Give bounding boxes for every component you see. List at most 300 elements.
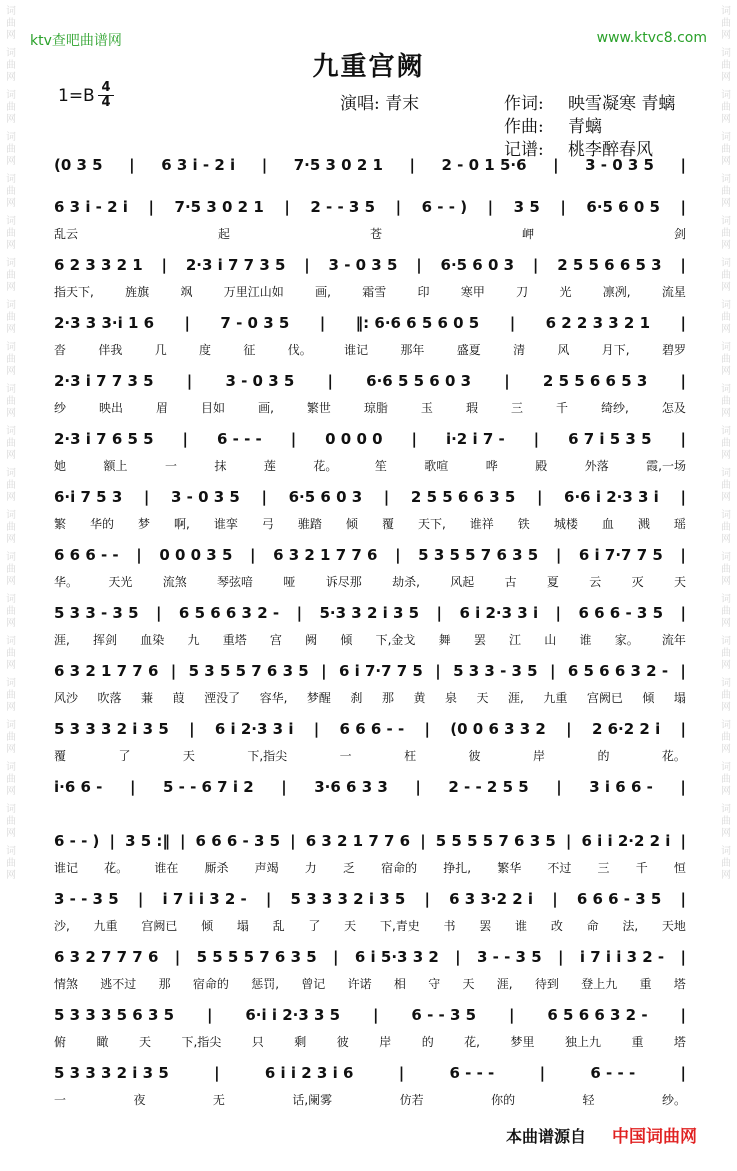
- watermark-glyph: 网: [6, 240, 16, 251]
- measure: 6 2 3 3 2 1: [54, 256, 143, 274]
- lyric-word: 登上九: [581, 977, 618, 991]
- lyric-word: 力: [304, 861, 317, 875]
- lyric-word: 的: [421, 1035, 434, 1049]
- lyric-word: 旌旗: [125, 285, 150, 299]
- lyric-word: 殿: [535, 459, 548, 473]
- lyric-word: 纱。: [661, 1093, 686, 1107]
- watermark-glyph: 曲: [6, 858, 16, 869]
- measure: 5 3 3 3 5 6 3 5: [54, 1006, 175, 1024]
- note-line: [54, 942, 686, 972]
- site-label-right[interactable]: www.ktvc8.com: [596, 30, 707, 46]
- measure: 6 i 7·7 7 5: [338, 662, 423, 680]
- watermark-glyph: 词: [6, 342, 16, 353]
- lyric-word: 倾: [340, 633, 353, 647]
- score-row: [54, 250, 686, 308]
- watermark-glyph: 曲: [721, 564, 731, 575]
- watermark-glyph: 网: [721, 324, 731, 335]
- bar-separator: |: [420, 832, 426, 850]
- composer-value: 青螭: [568, 117, 602, 137]
- lyric-word: 花。: [104, 861, 129, 875]
- lyric-word: 倾: [201, 919, 214, 933]
- lyric-line: [54, 916, 686, 936]
- lyric-word: 彼: [336, 1035, 349, 1049]
- lyric-word: 华的: [90, 517, 115, 531]
- measure: 6 i 5·3 3 2: [354, 948, 439, 966]
- measure: 6 5 6 6 3 2 -: [567, 662, 669, 680]
- lyric-word: 沓: [54, 343, 67, 357]
- lyric-word: 指天下,: [54, 285, 94, 299]
- bar-separator: |: [680, 430, 686, 448]
- bar-separator: |: [398, 1064, 405, 1082]
- lyric-word: 天下,: [417, 517, 446, 531]
- measure: 5·3 3 2 i 3 5: [319, 604, 420, 622]
- lyric-line: [54, 1032, 686, 1052]
- lyric-word: 繁世: [306, 401, 331, 415]
- measure: 3 5: [513, 198, 540, 216]
- lyric-word: 风起: [450, 575, 475, 589]
- lyric-word: 谁记: [344, 343, 369, 357]
- note-line: [54, 1000, 686, 1030]
- note-line: [54, 656, 686, 686]
- watermark-glyph: 曲: [721, 690, 731, 701]
- bar-separator: |: [566, 720, 572, 738]
- watermark-glyph: 网: [6, 114, 16, 125]
- watermark-glyph: 曲: [721, 816, 731, 827]
- measure: 6 3 3·2 2 i: [449, 890, 534, 908]
- meter-top: 4: [101, 80, 111, 95]
- note-line: [54, 366, 686, 396]
- lyric-word: 改: [550, 919, 563, 933]
- measure: 2·3 i 7 7 3 5: [185, 256, 286, 274]
- watermark-glyph: 词: [6, 90, 16, 101]
- watermark-glyph: 曲: [721, 606, 731, 617]
- lyric-word: 九重: [543, 691, 568, 705]
- measure: 2 5 5 6 6 5 3: [557, 256, 662, 274]
- watermark-glyph: 曲: [721, 438, 731, 449]
- lyric-word: 夜: [133, 1093, 146, 1107]
- lyric-word: 九: [187, 633, 200, 647]
- measure: 6 6 6 - -: [54, 546, 119, 564]
- measure: 2 - 0 1 5·6: [441, 156, 527, 174]
- watermark-glyph: 词: [721, 300, 731, 311]
- lyric-word: 歌喧: [424, 459, 449, 473]
- source-label: 本曲谱源自: [506, 1127, 587, 1146]
- lyric-word: 万里江山如: [223, 285, 284, 299]
- composer-label: 作曲:: [504, 117, 544, 137]
- lyric-word: 千: [635, 861, 648, 875]
- lyric-word: 倾: [642, 691, 655, 705]
- watermark-glyph: 曲: [721, 648, 731, 659]
- bar-separator: |: [313, 720, 320, 738]
- lyric-word: 只: [251, 1035, 264, 1049]
- source-name[interactable]: 中国词曲网: [612, 1127, 697, 1147]
- lyric-word: 塌: [236, 919, 249, 933]
- lyric-word: 弓: [261, 517, 274, 531]
- note-line: [54, 772, 686, 802]
- bar-separator: |: [327, 372, 333, 390]
- lyric-word: 话,阑雾: [292, 1093, 333, 1107]
- lyric-word: 风沙: [54, 691, 79, 705]
- watermark-glyph: 词: [6, 594, 16, 605]
- note-line: [54, 250, 686, 280]
- bar-separator: |: [319, 314, 326, 332]
- bar-separator: |: [290, 430, 297, 448]
- measure: 3 5 :‖: [125, 832, 170, 850]
- bar-separator: |: [182, 430, 189, 448]
- lyric-word: 花,: [464, 1035, 480, 1049]
- bar-separator: |: [333, 948, 339, 966]
- lyric-word: 法,: [622, 919, 639, 933]
- note-line: [54, 598, 686, 628]
- lyric-word: 谁: [579, 633, 592, 647]
- watermark-glyph: 网: [6, 660, 16, 671]
- lyric-word: 的: [597, 749, 610, 763]
- watermark-glyph: 网: [721, 870, 731, 881]
- bar-separator: |: [680, 890, 686, 908]
- bar-separator: |: [680, 778, 686, 796]
- measure: 5 5 5 5 7 6 3 5: [196, 948, 317, 966]
- bar-separator: |: [680, 198, 686, 216]
- watermark-glyph: 网: [6, 492, 16, 503]
- lyric-word: 瞰: [96, 1035, 109, 1049]
- lyric-word: 恒: [673, 861, 686, 875]
- note-line: [54, 1058, 686, 1088]
- lyric-word: 独上九: [564, 1035, 601, 1049]
- watermark-glyph: 网: [6, 744, 16, 755]
- watermark-glyph: 网: [721, 408, 731, 419]
- watermark-glyph: 网: [721, 72, 731, 83]
- measure: 5 3 3 3 2 i 3 5: [54, 720, 169, 738]
- lyric-word: 岬: [521, 227, 534, 241]
- measure: i 7 i i 3 2 -: [579, 948, 665, 966]
- bar-separator: |: [290, 832, 296, 850]
- score-row: [54, 826, 686, 884]
- lyric-word: 玉: [420, 401, 433, 415]
- lyric-word: 乏: [342, 861, 355, 875]
- lyric-word: 许诺: [347, 977, 372, 991]
- lyric-word: 笙: [374, 459, 387, 473]
- lyric-word: 风: [557, 343, 570, 357]
- lyric-word: 谁: [515, 919, 528, 933]
- score-row: [54, 424, 686, 482]
- lyric-word: 蒹: [141, 691, 154, 705]
- lyric-line: [54, 282, 686, 302]
- bar-separator: |: [680, 720, 686, 738]
- note-line: [54, 482, 686, 512]
- bar-separator: |: [184, 314, 190, 332]
- watermark-glyph: 曲: [721, 102, 731, 113]
- watermark-glyph: 词: [721, 804, 731, 815]
- bar-separator: |: [189, 720, 195, 738]
- bar-separator: |: [137, 890, 144, 908]
- measure: 3 - 0 3 5: [328, 256, 398, 274]
- watermark-glyph: 曲: [6, 270, 16, 281]
- lyric-word: 宿命的: [192, 977, 229, 991]
- watermark-glyph: 曲: [6, 690, 16, 701]
- measure: 2 5 5 6 6 5 3: [542, 372, 648, 390]
- measure: 2 - - 3 5: [310, 198, 376, 216]
- measure: 3 - 0 3 5: [585, 156, 654, 174]
- watermark-glyph: 网: [6, 366, 16, 377]
- lyric-word: 诉尽那: [325, 575, 362, 589]
- lyric-word: 度: [199, 343, 212, 357]
- lyric-word: 印: [417, 285, 430, 299]
- lyric-word: 纱: [54, 401, 67, 415]
- lyric-word: 流年: [661, 633, 686, 647]
- lyric-line: [54, 804, 686, 824]
- bar-separator: |: [680, 662, 686, 680]
- lyric-word: 俯: [54, 1035, 67, 1049]
- score-row: [54, 714, 686, 772]
- bar-separator: |: [556, 778, 562, 796]
- note-line: [54, 540, 686, 570]
- lyric-word: 光: [559, 285, 572, 299]
- lyric-word: 月下,: [601, 343, 630, 357]
- lyric-word: 待到: [534, 977, 559, 991]
- lyric-word: 流煞: [162, 575, 187, 589]
- lyric-word: 容华,: [259, 691, 288, 705]
- bar-separator: |: [680, 1006, 686, 1024]
- measure: 6·i 7 5 3: [54, 488, 123, 506]
- watermark-glyph: 网: [6, 534, 16, 545]
- measure: 7·5 3 0 2 1: [293, 156, 383, 174]
- lyric-word: 霞,一场: [646, 459, 686, 473]
- lyric-word: 一: [339, 749, 352, 763]
- meter-bottom: 4: [101, 95, 111, 110]
- lyric-word: 眉: [156, 401, 169, 415]
- lyric-word: 岸: [379, 1035, 392, 1049]
- lyric-word: 夏: [546, 575, 559, 589]
- bar-separator: |: [539, 1064, 546, 1082]
- watermark-glyph: 曲: [721, 60, 731, 71]
- lyric-word: 古: [504, 575, 517, 589]
- lyric-word: 天光: [108, 575, 133, 589]
- watermark-glyph: 网: [721, 366, 731, 377]
- lyric-word: 枉: [404, 749, 417, 763]
- measure: 5 3 3 - 3 5: [453, 662, 538, 680]
- bar-separator: |: [416, 256, 422, 274]
- measure: 6 5 6 6 3 2 -: [547, 1006, 648, 1024]
- lyric-word: 抹: [214, 459, 227, 473]
- lyric-line: [54, 858, 686, 878]
- watermark-glyph: 网: [721, 786, 731, 797]
- bar-separator: |: [553, 156, 559, 174]
- watermark-glyph: 网: [6, 408, 16, 419]
- measure: 6 i i 2 3 i 6: [264, 1064, 354, 1082]
- measure: i 7 i i 3 2 -: [162, 890, 247, 908]
- lyric-word: 瑶: [673, 517, 686, 531]
- bar-separator: |: [680, 604, 686, 622]
- measure: 2·3 i 7 6 5 5: [54, 430, 154, 448]
- lyric-word: 谁在: [154, 861, 179, 875]
- note-line: [54, 150, 686, 180]
- lyric-word: 谁挛: [213, 517, 238, 531]
- lyric-word: 覆: [381, 517, 394, 531]
- lyric-word: 梦: [138, 517, 151, 531]
- note-line: [54, 714, 686, 744]
- measure: 6 - - -: [216, 430, 262, 448]
- lyric-word: 塔: [673, 977, 686, 991]
- measure: 6 - - -: [590, 1064, 636, 1082]
- measure: 6 i 7·7 7 5: [578, 546, 663, 564]
- lyric-word: 瑕: [465, 401, 478, 415]
- watermark-glyph: 曲: [721, 270, 731, 281]
- note-line: [54, 308, 686, 338]
- watermark-glyph: 词: [6, 552, 16, 563]
- lyric-line: [54, 688, 686, 708]
- watermark-glyph: 曲: [721, 774, 731, 785]
- measure: 6 6 6 - 3 5: [576, 890, 662, 908]
- bar-separator: |: [680, 256, 686, 274]
- watermark-glyph: 词: [6, 636, 16, 647]
- lyric-word: 湮没了: [204, 691, 241, 705]
- watermark-glyph: 曲: [6, 228, 16, 239]
- lyric-word: 下,指尖: [181, 1035, 222, 1049]
- lyric-word: 相: [393, 977, 406, 991]
- watermark-glyph: 网: [721, 282, 731, 293]
- score-row: [54, 1058, 686, 1116]
- watermark-glyph: 网: [6, 702, 16, 713]
- watermark-glyph: 曲: [6, 774, 16, 785]
- lyric-word: 曾记: [301, 977, 326, 991]
- measure: 7·5 3 0 2 1: [174, 198, 264, 216]
- bar-separator: |: [415, 778, 421, 796]
- lyric-word: 剩: [294, 1035, 307, 1049]
- site-label-left[interactable]: ktv查吧曲谱网: [30, 33, 122, 49]
- lyric-word: 吹落: [97, 691, 122, 705]
- measure: 5 3 5 5 7 6 3 5: [188, 662, 309, 680]
- lyric-word: 梦醒: [306, 691, 331, 705]
- score-row: [54, 308, 686, 366]
- bar-separator: |: [560, 198, 566, 216]
- lyric-word: 不过: [547, 861, 572, 875]
- singer-credit: 演唱: 青末: [340, 94, 420, 114]
- lyric-word: 乱: [272, 919, 285, 933]
- bar-separator: |: [680, 156, 686, 174]
- bar-separator: |: [161, 256, 168, 274]
- note-line: [54, 192, 686, 222]
- watermark-glyph: 网: [721, 240, 731, 251]
- watermark-glyph: 曲: [721, 522, 731, 533]
- lyric-word: 天: [138, 1035, 151, 1049]
- measure: (0 3 5: [54, 156, 103, 174]
- lyric-word: 铁: [517, 517, 530, 531]
- bar-separator: |: [170, 662, 177, 680]
- lyric-line: [54, 224, 686, 244]
- bar-separator: |: [261, 488, 267, 506]
- lyric-word: 画,: [258, 401, 274, 415]
- watermark-glyph: 词: [6, 6, 16, 17]
- watermark-glyph: 网: [6, 576, 16, 587]
- bar-separator: |: [143, 488, 150, 506]
- lyric-word: 城楼: [553, 517, 578, 531]
- watermark-glyph: 曲: [6, 144, 16, 155]
- measure: 6·6 5 5 6 0 3: [366, 372, 472, 390]
- measure: 6 6 6 - 3 5: [578, 604, 664, 622]
- lyric-word: 霜雪: [362, 285, 387, 299]
- time-signature: [98, 81, 114, 110]
- watermark-glyph: 词: [721, 762, 731, 773]
- watermark-glyph: 网: [6, 324, 16, 335]
- bar-separator: |: [533, 430, 540, 448]
- measure: 6 5 6 6 3 2 -: [178, 604, 280, 622]
- bar-separator: |: [558, 948, 564, 966]
- measure: 2 6·2 2 i: [591, 720, 661, 738]
- lyric-word: 黄: [413, 691, 426, 705]
- measure: 3·6 6 3 3: [314, 778, 388, 796]
- watermark-glyph: 词: [6, 846, 16, 857]
- lyric-word: 倾: [345, 517, 358, 531]
- lyric-word: 盛夏: [456, 343, 481, 357]
- bar-separator: |: [304, 256, 310, 274]
- watermark-glyph: 词: [721, 216, 731, 227]
- measure: 2·3 3 3·i 1 6: [54, 314, 155, 332]
- lyric-word: 绮纱,: [600, 401, 629, 415]
- watermark-glyph: 词: [6, 174, 16, 185]
- lyric-word: 外落: [584, 459, 609, 473]
- lyric-line: [54, 746, 686, 766]
- watermark-glyph: 网: [721, 828, 731, 839]
- lyric-word: 血染: [140, 633, 165, 647]
- bar-separator: |: [680, 948, 686, 966]
- watermark-glyph: 曲: [6, 522, 16, 533]
- lyric-word: 山: [544, 633, 557, 647]
- lyric-word: 剑: [673, 227, 686, 241]
- lyric-word: 刀: [516, 285, 529, 299]
- measure: 5 5 5 5 7 6 3 5: [435, 832, 556, 850]
- bar-separator: |: [129, 778, 136, 796]
- lyric-word: 天: [673, 575, 686, 589]
- measure: 6 i i 2·2 2 i: [581, 832, 671, 850]
- watermark-glyph: 曲: [721, 186, 731, 197]
- lyric-word: 下,指尖: [247, 749, 288, 763]
- lyric-word: 宫阙已: [141, 919, 178, 933]
- watermark-glyph: 曲: [6, 732, 16, 743]
- watermark-glyph: 网: [721, 450, 731, 461]
- bar-separator: |: [532, 256, 539, 274]
- lyric-word: 啊,: [174, 517, 190, 531]
- watermark-glyph: 曲: [721, 228, 731, 239]
- bar-separator: |: [680, 314, 686, 332]
- watermark-glyph: 曲: [721, 858, 731, 869]
- lyric-line: [54, 974, 686, 994]
- lyric-word: 繁华: [497, 861, 522, 875]
- transcriber-value: 桃李醉春风: [568, 140, 653, 160]
- watermark-glyph: 网: [721, 702, 731, 713]
- watermark-glyph: 曲: [721, 480, 731, 491]
- watermark-glyph: 词: [6, 804, 16, 815]
- bar-separator: |: [509, 314, 516, 332]
- bar-separator: |: [435, 662, 441, 680]
- watermark-glyph: 曲: [6, 438, 16, 449]
- lyric-word: 江: [509, 633, 522, 647]
- lyric-word: 惩罚,: [251, 977, 280, 991]
- bar-separator: |: [555, 604, 562, 622]
- watermark-glyph: 曲: [6, 186, 16, 197]
- lyric-word: 哑: [283, 575, 296, 589]
- lyric-line: [54, 340, 686, 360]
- score-row: [54, 540, 686, 598]
- watermark-glyph: 词: [6, 132, 16, 143]
- watermark-glyph: 网: [6, 72, 16, 83]
- lyric-word: 劫杀,: [392, 575, 420, 589]
- watermark-glyph: 曲: [6, 564, 16, 575]
- lyric-word: 九重: [93, 919, 118, 933]
- bar-separator: |: [504, 372, 510, 390]
- bar-separator: |: [174, 948, 181, 966]
- bar-separator: |: [321, 662, 327, 680]
- watermark-glyph: 词: [6, 762, 16, 773]
